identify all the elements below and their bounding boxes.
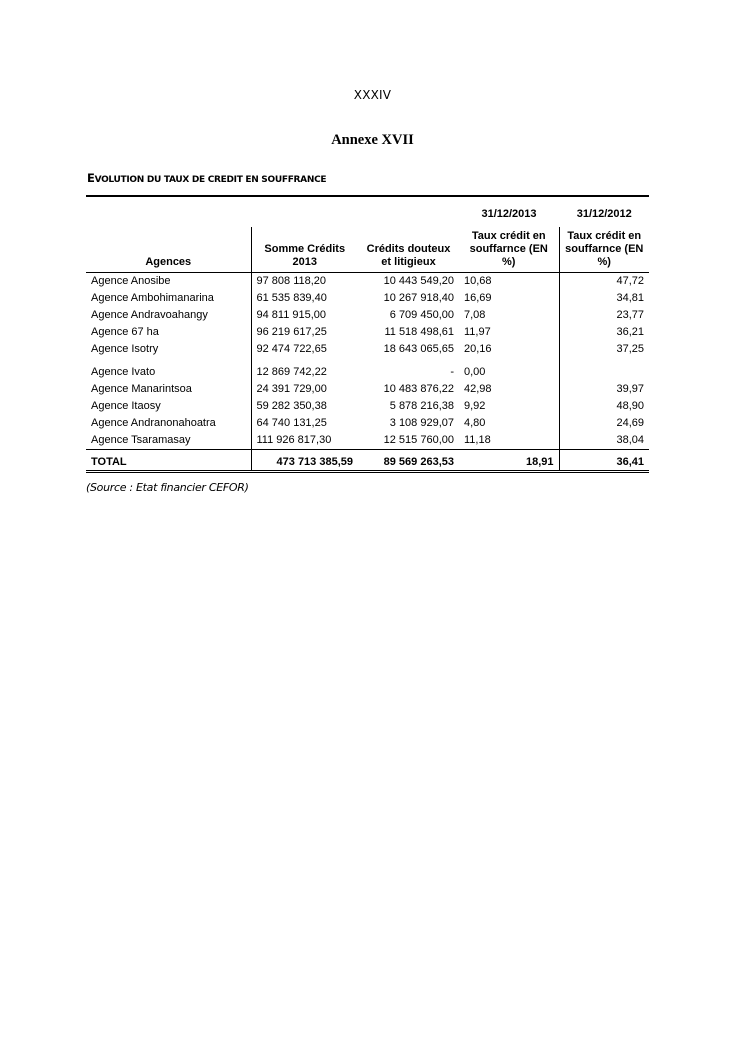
taux-2012-cell: 36,21 — [559, 324, 649, 341]
column-header-row — [86, 227, 649, 273]
credits-douteux-cell: - — [450, 366, 454, 378]
taux-2012-cell: 47,72 — [559, 273, 649, 291]
total-taux-2013: 18,91 — [459, 450, 559, 472]
taux-2013-cell: 20,16 — [464, 343, 492, 355]
taux-2013-cell: 0,00 — [464, 366, 486, 378]
table-row — [86, 324, 649, 341]
somme-credits-cell: 111 926 817,30 — [251, 432, 358, 450]
somme-credits-cell: 97 808 118,20 — [251, 273, 358, 291]
table-row — [86, 398, 649, 415]
somme-credits-cell: 12 869 742,22 — [251, 358, 358, 381]
taux-2012-cell: 23,77 — [559, 307, 649, 324]
agency-name-cell: Agence Tsaramasay — [86, 432, 251, 450]
taux-2013-cell: 10,68 — [464, 275, 492, 287]
header-taux-2012: Taux crédit en souffarnce (EN %) — [559, 227, 649, 273]
credits-douteux-cell: 5 878 216,38 — [389, 400, 454, 412]
table-row — [86, 432, 649, 450]
agency-name-cell: Agence Ambohimanarina — [91, 292, 214, 304]
agency-name-cell: Agence 67 ha — [91, 326, 159, 338]
date-empty-3 — [358, 196, 459, 227]
date-header-row — [86, 196, 649, 227]
header-taux-2013: Taux crédit en souffarnce (EN %) — [459, 227, 559, 273]
taux-2012-cell: 24,69 — [559, 415, 649, 432]
agency-name-cell: Agence Anosibe — [91, 275, 171, 287]
total-label: TOTAL — [86, 450, 251, 472]
section-title-rest: VOLUTION DU TAUX DE CREDIT EN SOUFFRANCE — [94, 175, 327, 185]
somme-credits-cell: 24 391 729,00 — [251, 381, 358, 398]
agency-name-cell: Agence Itaosy — [91, 400, 161, 412]
section-title — [87, 171, 326, 185]
somme-credits-cell: 59 282 350,38 — [251, 398, 358, 415]
credits-douteux-cell: 11 518 498,61 — [384, 326, 454, 338]
credits-douteux-cell: 10 267 918,40 — [383, 292, 454, 304]
header-somme-credits: Somme Crédits 2013 — [251, 227, 358, 273]
somme-credits-cell: 61 535 839,40 — [251, 290, 358, 307]
somme-credits-cell: 64 740 131,25 — [251, 415, 358, 432]
date-empty-2 — [251, 196, 358, 227]
date-empty-1 — [86, 196, 251, 227]
source-note: (Source : Etat financier CEFOR) — [86, 481, 249, 494]
total-douteux: 89 569 263,53 — [358, 450, 459, 472]
total-taux-2012: 36,41 — [559, 450, 649, 472]
header-agences: Agences — [86, 227, 251, 273]
total-somme: 473 713 385,59 — [251, 450, 358, 472]
taux-2013-cell: 9,92 — [464, 400, 486, 412]
taux-2013-cell: 16,69 — [464, 292, 492, 304]
table-row — [86, 415, 649, 432]
table-row — [86, 307, 649, 324]
date-2013: 31/12/2013 — [459, 196, 559, 227]
credits-douteux-cell: 10 443 549,20 — [383, 275, 454, 287]
taux-2013-cell: 7,08 — [464, 309, 486, 321]
credits-douteux-cell: 6 709 450,00 — [389, 309, 454, 321]
credit-table — [86, 195, 649, 473]
table-body — [86, 273, 649, 450]
taux-2012-cell: 38,04 — [559, 432, 649, 450]
taux-2012-cell — [559, 358, 649, 381]
agency-name-cell: Agence Manarintsoa — [91, 383, 192, 395]
taux-2012-cell: 37,25 — [559, 341, 649, 358]
taux-2012-cell: 39,97 — [559, 381, 649, 398]
date-2012: 31/12/2012 — [559, 196, 649, 227]
section-title-first-letter: E — [87, 171, 95, 185]
annex-title: Annexe XVII — [331, 132, 414, 148]
table-row — [86, 273, 649, 291]
taux-2013-cell: 11,18 — [459, 432, 559, 450]
table-row — [86, 381, 649, 398]
taux-2012-cell: 48,90 — [559, 398, 649, 415]
table-row — [86, 358, 649, 381]
credits-douteux-cell: 12 515 760,00 — [358, 432, 459, 450]
table-row — [86, 341, 649, 358]
agency-name-cell: Agence Andranonahoatra — [91, 417, 216, 429]
table-row — [86, 290, 649, 307]
page-number: XXXIV — [353, 88, 392, 102]
header-credits-douteux: Crédits douteux et litigieux — [358, 227, 459, 273]
total-row — [86, 450, 649, 472]
agency-name-cell: Agence Andravoahangy — [91, 309, 208, 321]
taux-2013-cell: 4,80 — [464, 417, 486, 429]
somme-credits-cell: 96 219 617,25 — [251, 324, 358, 341]
credits-douteux-cell: 3 108 929,07 — [389, 417, 454, 429]
credits-douteux-cell: 18 643 065,65 — [383, 343, 454, 355]
agency-name-cell: Agence Ivato — [91, 366, 156, 378]
somme-credits-cell: 92 474 722,65 — [251, 341, 358, 358]
taux-2012-cell: 34,81 — [559, 290, 649, 307]
somme-credits-cell: 94 811 915,00 — [251, 307, 358, 324]
agency-name-cell: Agence Isotry — [91, 343, 159, 355]
taux-2013-cell: 11,97 — [464, 326, 491, 338]
taux-2013-cell: 42,98 — [464, 383, 492, 395]
credits-douteux-cell: 10 483 876,22 — [383, 383, 454, 395]
